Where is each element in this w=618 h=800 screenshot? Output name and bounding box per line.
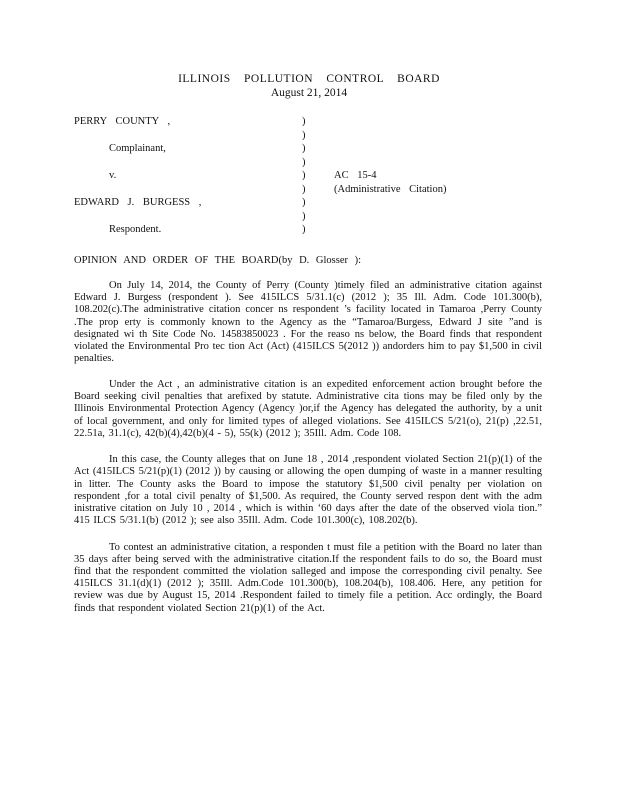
- caption-paren: ): [302, 170, 306, 181]
- caption-paren: ): [302, 129, 306, 141]
- caption-paren: ): [302, 183, 306, 195]
- document-header: [0, 72, 618, 100]
- agency-title: ILLINOIS POLLUTION CONTROL BOARD: [178, 73, 440, 85]
- complainant-role: Complainant,: [109, 143, 166, 154]
- case-number: AC 15-4: [334, 170, 377, 181]
- caption-paren: ): [302, 143, 306, 154]
- caption-paren: ): [302, 210, 306, 222]
- paragraph-3: In this case, the County alleges that on June 18 , 2014 ,respondent violated Section 21(p)(1) of the Act (415ILCS 5/21(p)(1) (2012 )) by causing or allowing the open dumping of waste in a manner resulting in litter. The County asks the Board to impose the statutory $1,500 civil penalty per violation on respondent ,for a total civil penalty of $1,500. As required, the County served respon dent with the adm inistrative citation on July 10 , 2014 , which is within ‘60 days after the date of the observed viola tion.” 415 ILCS 5/31.1(b) (2012 ); see also 35Ill. Adm. Code 101.300(c), 108.202(b).: [74, 454, 542, 527]
- paragraph-2: Under the Act , an administrative citation is an expedited enforcement action brought before the Board seeking civil penalties that arefixed by statute. Administrative cita tions may be filed only by the Illinois Environmental Protection Agency (Agency )or,if the Agency has delegated the authority, by a unit of local government, and only for limited types of alleged violations. See 415ILCS 5/21(o), 21(p) ,22.51, 22.51a, 31.1(c), 42(b)(4),42(b)(4 - 5), 55(k) (2012 ); 35Ill. Adm. Code 108.: [74, 379, 542, 439]
- respondent-name: EDWARD J. BURGESS ,: [74, 197, 202, 208]
- caption-paren: ): [302, 197, 306, 208]
- case-type: (Administrative Citation): [334, 183, 447, 195]
- respondent-role: Respondent.: [109, 224, 162, 235]
- paragraph-1: On July 14, 2014, the County of Perry (County )timely filed an administrative citation against Edward J. Burgess (respondent ). See 415ILCS 5/31.1(c) (2012 ); 35 Ill. Adm. Code 101.300(b), 108.202(c).The administrative citation concer ns respondent ’s facility located in Tamaroa ,Perry County .The prop erty is commonly known to the Agency as the “Tamaroa/Burgess, Edward J site ”and is designated wi th Site Code No. 14583850023 . For the reaso ns below, the Board finds that respondent violated the Environmental Pro tec tion Act (Act) (415ILCS 5(2012 )) andorders him to pay $1,500 in civil penalties.: [74, 280, 542, 365]
- versus-label: v.: [109, 170, 117, 181]
- caption-paren: ): [302, 116, 306, 127]
- caption-paren: ): [302, 156, 306, 168]
- opinion-heading: OPINION AND ORDER OF THE BOARD(by D. Glosser ):: [74, 255, 362, 266]
- caption-paren: ): [302, 224, 306, 235]
- opinion-body: [74, 280, 542, 627]
- paragraph-4: To contest an administrative citation, a responden t must file a petition with the Board no later than 35 days after being served with the administrative citation.If the respondent fails to do so, the Board must find that the respondent committed the violation salleged and impose the corresponding civil penalty. See 415ILCS 31.1(d)(1) (2012 ); 35Ill. Adm.Code 101.300(b), 108.204(b), 108.406. Here, any petition for review was due by August 15, 2014 .Respondent failed to timely file a petition. Acc ordingly, the Board finds that respondent violated Section 21(p)(1) of the Act.: [74, 541, 542, 614]
- case-caption: [74, 115, 574, 237]
- decision-date: August 21, 2014: [270, 87, 348, 99]
- complainant-name: PERRY COUNTY ,: [74, 116, 171, 127]
